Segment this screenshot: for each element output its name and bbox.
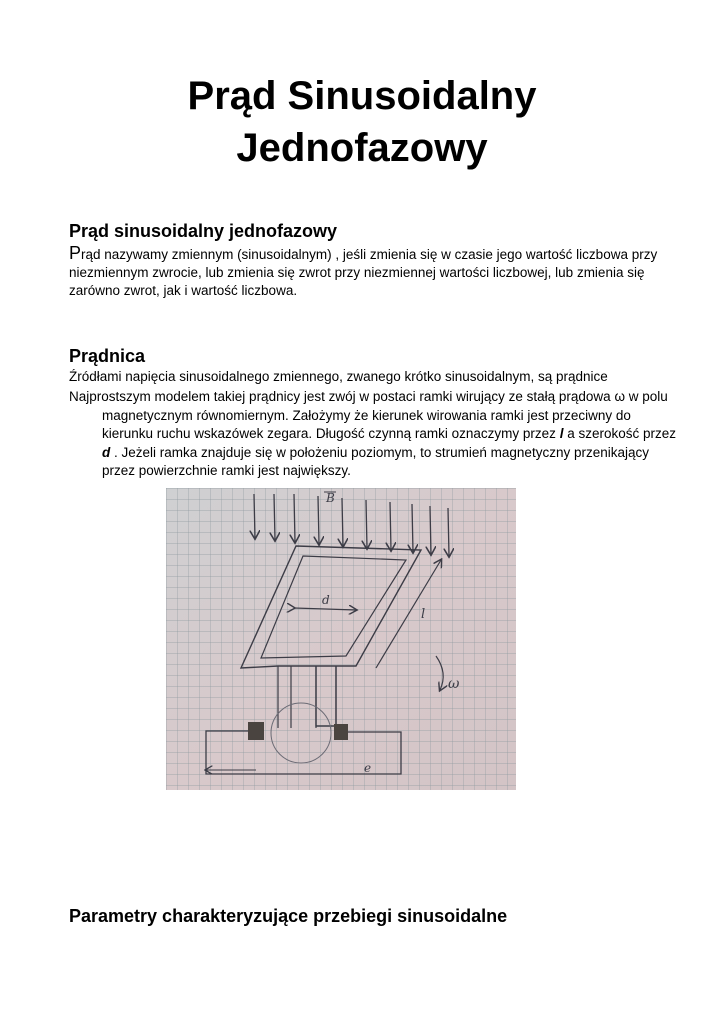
section-heading-current: Prąd sinusoidalny jednofazowy (69, 221, 338, 241)
label-omega: ω (448, 676, 460, 692)
current-definition-paragraph (69, 244, 669, 300)
section-heading-generator: Prądnica (69, 346, 146, 366)
title-line-1: Prąd Sinusoidalny (187, 74, 537, 118)
symbol-d: d (102, 444, 111, 460)
generator-intro: Źródłami napięcia sinusoidalnego zmiennego, zwanego krótko sinusoidalnym, są prądnice (69, 369, 608, 384)
symbol-l: l (559, 426, 564, 441)
drop-letter: P (69, 243, 82, 263)
generator-sketch (166, 488, 516, 790)
generator-sketch-photo (166, 488, 516, 790)
section-heading-parameters: Parametry charakteryzujące przebiegi sinusoidalne (69, 906, 508, 926)
label-field-b: B (326, 491, 335, 505)
label-emf-e: e (364, 761, 372, 775)
title-line-2: Jednofazowy (236, 126, 488, 170)
page-title (0, 70, 724, 174)
generator-model-paragraph: Najprostszym modelem takiej prądnicy jest zwój w postaci ramki wirujący ze stałą prądowa ω w polu magnetycznym równomiernym. Założymy że kierunek wirowania ramki jest przeciwny do kierunku ruchu wskazówek zegara. Długość czynną ramki oznaczymy przez l a szerokość przez d . Jeżeli ramka znajduje się w położeniu poziomym, to strumień magnetyczny przenikający przez powierzchnie ramki jest największy. (69, 389, 676, 478)
label-width-d: d (322, 593, 330, 607)
current-definition-text: rąd nazywamy zmiennym (sinusoidalnym) , jeśli zmienia się w czasie jego wartość liczbowa przy niezmiennym zwrocie, lub zmienia się zwrot przy niezmiennej wartości liczbowej, lub zmienia się zarówno zwrot, jak i wartość liczbowa. (69, 247, 658, 298)
label-length-l: l (421, 607, 426, 622)
